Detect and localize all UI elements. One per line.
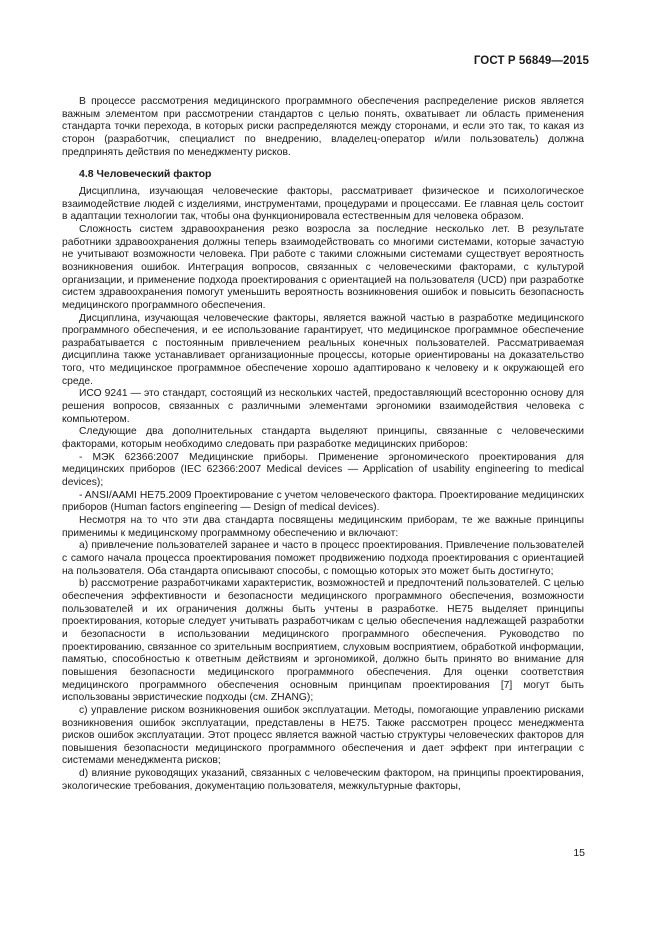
- list-item: - МЭК 62366:2007 Медицинские приборы. Применение эргономического проектирования для медицинских приборов (IEC 62366:2007 Medical devices — Application of usability engineering to medical devices);: [62, 451, 584, 489]
- paragraph: Несмотря на то что эти два стандарта посвящены медицинским приборам, те же важные принципы применимы к медицинскому программному обеспечению и включают:: [62, 515, 584, 539]
- list-item: а) привлечение пользователей заранее и часто в процесс проектирования. Привлечение пользователей с самого начала процесса проектирования поможет продвижению подхода проектирования с ориентацией на пользователя. Оба стандарта описывают способы, с помощью которых это может быть достигнуто;: [62, 540, 584, 577]
- section-heading: 4.8 Человеческий фактор: [79, 168, 212, 181]
- intro-paragraph: В процессе рассмотрения медицинского программного обеспечения распределение рисков является важным элементом при рассмотрении стандартов с целью понять, охватывает ли область применения стандарта точки перехода, в которых риски распределяются между сторонами, и если это так, то какая из сторон (разработчик, специалист по внедрению, владелец-оператор и/или пользователь) должна предпринять действия по менеджменту рисков.: [62, 96, 584, 158]
- paragraph: Дисциплина, изучающая человеческие факторы, рассматривает физическое и психологическое взаимодействие людей с изделиями, инструментами, процедурами и процессами. Ее главная цель состоит в адаптации технологии так, чтобы она функционировала естественным для человека образом.: [62, 185, 584, 223]
- document-body: [62, 96, 584, 793]
- list-item: с) управление риском возникновения ошибок эксплуатации. Методы, помогающие управлению рисками возникновения ошибок эксплуатации, представлены в HE75. Также рассмотрен процесс менеджмента рисков ошибок эксплуатации. Этот процесс является важной частью структуры человеческих факторов для повышения безопасности медицинского программного обеспечения и дает эффект при интеграции с системами менеджмента рисков;: [62, 704, 584, 767]
- paragraph: ИСО 9241 — это стандарт, состоящий из нескольких частей, предоставляющий всесторонню основу для решения вопросов, связанных с различными элементами эргономики взаимодействия человека с компьютером.: [62, 388, 584, 425]
- paragraph: Сложность систем здравоохранения резко возросла за последние несколько лет. В результате работники здравоохранения должны теперь взаимодействовать со многими системами, которые зачастую не учитывают возможности человека. При работе с такими сложными системами существует вероятность возникновения ошибок. Интеграция вопросов, связанных с человеческими факторами, с культурой организации, и применение подхода проектирования с ориентацией на пользователя (UCD) при разработке систем здравоохранения помогут уменьшить вероятность возникновения ошибок и повысить безопасность медицинского программного обеспечения.: [62, 223, 584, 311]
- document-header: ГОСТ Р 56849—2015: [473, 55, 589, 67]
- list-item: - ANSI/AAMI HE75.2009 Проектирование с учетом человеческого фактора. Проектирование медицинских приборов (Human factors engineering — Design of medical devices).: [62, 489, 584, 514]
- page-number: 15: [573, 847, 585, 859]
- paragraph: Дисциплина, изучающая человеческие факторы, является важной частью в разработке медицинского программного обеспечения, и ее использование гарантирует, что медицинское программное обеспечение разрабатывается с постоянным привлечением реальных конечных пользователей. Рассматриваемая дисциплина также устанавливает организационные процессы, которые ориентированы на доказательство того, что медицинское программное обеспечение хорошо адаптировано к человеку и к окружающей его среде.: [62, 312, 584, 387]
- paragraph: Следующие два дополнительных стандарта выделяют принципы, связанные с человеческими факторами, которым необходимо следовать при разработке медицинских приборов:: [62, 426, 584, 451]
- list-item: b) рассмотрение разработчиками характеристик, возможностей и предпочтений пользователей. С целью обеспечения эффективности и безопасности медицинского программного обеспечения, возможности пользователей и их ограничения должны быть учтены в разработке. HE75 выделяет принципы проектирования, которые следует учитывать разработчикам с целью обеспечения надлежащей разработки и безопасности в использовании медицинского программного обеспечения. Руководство по проектированию, связанное со зрительным восприятием, слуховым восприятием, обработкой информации, памятью, способностью к ответным действиям и эргономикой, должно быть принято во внимание для повышения безопасности медицинского программного обеспечения. Для оценки соответствия медицинского программного обеспечения основным принципам проектирования [7] могут быть использованы эвристические подходы (см. ZHANG);: [62, 578, 584, 704]
- list-item: d) влияние руководящих указаний, связанных с человеческим фактором, на принципы проектирования, экологические требования, документацию пользователя, межкультурные факторы,: [62, 768, 584, 792]
